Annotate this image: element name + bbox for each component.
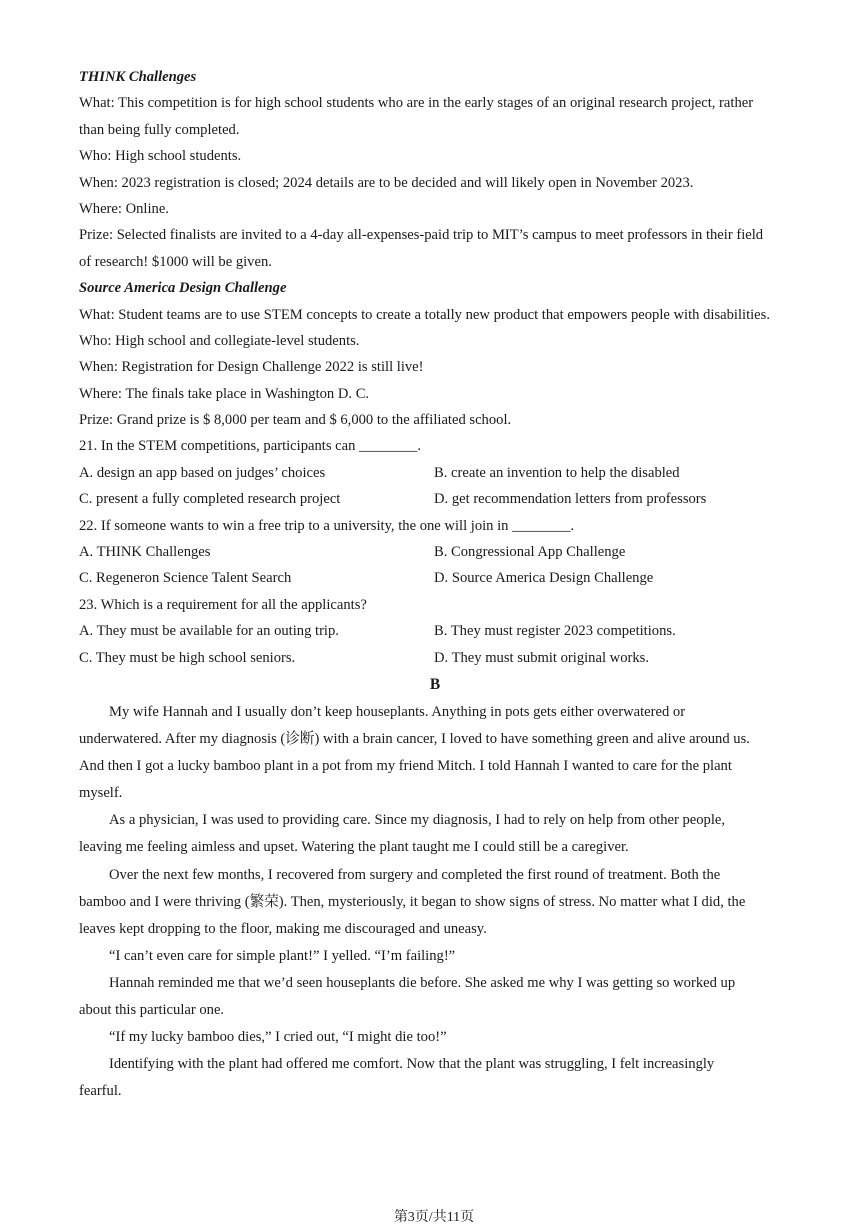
- section-heading: B: [429, 675, 441, 693]
- passage-line: leaving me feeling aimless and upset. Watering the plant taught me I could still be a caregiver.: [79, 839, 629, 856]
- passage-line: fearful.: [79, 1083, 122, 1100]
- passage-paragraph: [79, 699, 791, 807]
- page-number: 第3页/共11页: [393, 1210, 475, 1225]
- option-b: B. They must register 2023 competitions.: [434, 623, 676, 640]
- option-c: C. present a fully completed research project: [79, 491, 341, 508]
- option-c: C. They must be high school seniors.: [79, 649, 296, 666]
- passage-line: myself.: [79, 785, 123, 802]
- document-page: [79, 64, 791, 1105]
- passage-line: Identifying with the plant had offered me comfort. Now that the plant was struggling, I felt increasingly: [109, 1056, 715, 1073]
- source-line: What: Student teams are to use STEM concepts to create a totally new product that empowers people with disabilities.: [79, 306, 770, 323]
- passage-line: My wife Hannah and I usually don’t keep houseplants. Anything in pots gets either overwatered or: [109, 703, 686, 720]
- option-c: C. Regeneron Science Talent Search: [79, 570, 292, 587]
- option-d: D. get recommendation letters from professors: [434, 491, 707, 508]
- option-b: B. create an invention to help the disabled: [434, 464, 680, 481]
- option-b: B. Congressional App Challenge: [434, 544, 626, 561]
- passage-line: As a physician, I was used to providing care. Since my diagnosis, I had to rely on help from other people,: [109, 812, 726, 829]
- source-line: Who: High school and collegiate-level students.: [79, 332, 360, 349]
- source-line: When: Registration for Design Challenge 2022 is still live!: [79, 359, 424, 376]
- think-line: When: 2023 registration is closed; 2024 details are to be decided and will likely open in November 2023.: [79, 174, 694, 191]
- option-d: D. They must submit original works.: [434, 649, 649, 666]
- passage-line: leaves kept dropping to the floor, making me discouraged and uneasy.: [79, 920, 487, 937]
- passage-line: about this particular one.: [79, 1002, 225, 1019]
- source-line: Where: The finals take place in Washington D. C.: [79, 385, 370, 402]
- passage-line: And then I got a lucky bamboo plant in a pot from my friend Mitch. I told Hannah I wanted to care for the plant: [79, 758, 732, 775]
- passage-paragraph: [79, 1051, 791, 1105]
- passage-paragraph: [79, 807, 791, 861]
- think-line: than being fully completed.: [79, 121, 240, 138]
- question-stem: 23. Which is a requirement for all the applicants?: [79, 596, 367, 613]
- passage-paragraph: [79, 862, 791, 943]
- source-line: Prize: Grand prize is $ 8,000 per team and $ 6,000 to the affiliated school.: [79, 412, 512, 429]
- passage-line: Hannah reminded me that we’d seen houseplants die before. She asked me why I was getting so worked up: [109, 974, 736, 991]
- passage-paragraph: [79, 970, 791, 1024]
- think-line: Who: High school students.: [79, 148, 242, 165]
- question-22: [79, 513, 791, 592]
- think-line: What: This competition is for high school students who are in the early stages of an original research project, rather: [79, 95, 754, 112]
- passage-line: “I can’t even care for simple plant!” I yelled. “I’m failing!”: [109, 947, 456, 964]
- question-21: [79, 433, 791, 512]
- think-line: of research! $1000 will be given.: [79, 253, 272, 270]
- option-d: D. Source America Design Challenge: [434, 570, 654, 587]
- passage-line: underwatered. After my diagnosis (诊断) with a brain cancer, I loved to have something green and alive around us.: [79, 731, 750, 748]
- source-title: Source America Design Challenge: [79, 280, 287, 297]
- option-a: A. They must be available for an outing trip.: [79, 623, 339, 640]
- question-23: [79, 592, 791, 671]
- option-a: A. design an app based on judges’ choices: [79, 464, 326, 481]
- passage-line: “If my lucky bamboo dies,” I cried out, “I might die too!”: [109, 1029, 447, 1046]
- passage-paragraph: [79, 1024, 791, 1051]
- option-a: A. THINK Challenges: [79, 544, 211, 561]
- passage-line: Over the next few months, I recovered from surgery and completed the first round of treatment. Both the: [109, 866, 721, 883]
- passage-paragraph: [79, 943, 791, 970]
- think-line: Where: Online.: [79, 200, 169, 217]
- think-title: THINK Challenges: [79, 69, 197, 85]
- think-line: Prize: Selected finalists are invited to a 4-day all-expenses-paid trip to MIT’s campus to meet professors in their field: [79, 227, 764, 244]
- question-stem: 21. In the STEM competitions, participants can ________.: [79, 438, 422, 455]
- question-stem: 22. If someone wants to win a free trip to a university, the one will join in ________.: [79, 517, 575, 534]
- passage-line: bamboo and I were thriving (繁荣). Then, mysteriously, it began to show signs of stress. No matter what I did, the: [79, 893, 746, 910]
